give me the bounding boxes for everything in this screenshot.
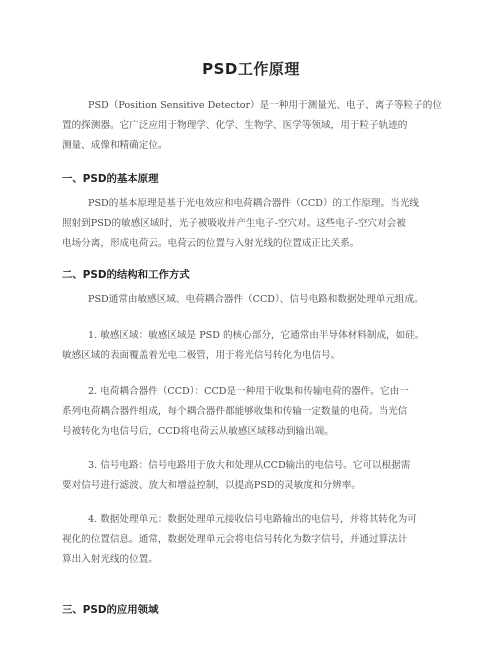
section-heading-applications: 三、PSD的应用领域 (62, 604, 159, 616)
list-item-ccd (62, 382, 462, 442)
basic-principle-paragraph (62, 194, 462, 254)
structure-intro-paragraph (62, 290, 462, 310)
intro-paragraph (62, 96, 462, 156)
paragraph-line: PSD通常由敏感区域、电荷耦合器件（CCD）、信号电路和数据处理单元组成。 (88, 294, 424, 305)
document-title: PSD工作原理 (202, 60, 300, 78)
paragraph-line: 电场分离，形成电荷云。电荷云的位置与入射光线的位置成正比关系。 (62, 238, 360, 249)
section-heading-basic-principle: 一、PSD的基本原理 (62, 173, 159, 185)
section-heading-structure: 二、PSD的结构和工作方式 (62, 269, 190, 281)
list-item-data-processing (62, 510, 462, 570)
intro-line: PSD（Position Sensitive Detector）是一种用于测量光、电子、离子等粒子的位 (88, 100, 442, 111)
intro-line: 置的探测器。它广泛应用于物理学、化学、生物学、医学等领域，用于粒子轨迹的 (62, 120, 408, 131)
paragraph-line: 视化的位置信息。通常，数据处理单元会将电信号转化为数字信号，并通过算法计 (62, 534, 408, 545)
paragraph-line: PSD的基本原理是基于光电效应和电荷耦合器件（CCD）的工作原理。当光线 (88, 198, 419, 209)
paragraph-line: 敏感区域的表面覆盖着光电二极管，用于将光信号转化为电信号。 (62, 350, 341, 361)
paragraph-line: 1. 敏感区域：敏感区域是 PSD 的核心部分，它通常由半导体材料制成，如硅。 (88, 330, 425, 341)
paragraph-line: 2. 电荷耦合器件（CCD）：CCD是一种用于收集和传输电荷的器件。它由一 (88, 386, 409, 397)
paragraph-line: 要对信号进行滤波、放大和增益控制，以提高PSD的灵敏度和分辨率。 (62, 480, 361, 491)
paragraph-line: 算出入射光线的位置。 (62, 554, 158, 565)
paragraph-line: 系列电荷耦合器件组成，每个耦合器件都能够收集和传输一定数量的电荷。当光信 (62, 406, 408, 417)
paragraph-line: 3. 信号电路：信号电路用于放大和处理从CCD输出的电信号。它可以根据需 (88, 460, 411, 471)
paragraph-line: 号被转化为电信号后，CCD将电荷云从敏感区域移动到输出端。 (62, 426, 334, 437)
list-item-sensitive-area (62, 326, 462, 366)
list-item-signal-circuit (62, 456, 462, 496)
paragraph-line: 4. 数据处理单元：数据处理单元接收信号电路输出的电信号，并将其转化为可 (88, 514, 417, 525)
paragraph-line: 照射到PSD的敏感区域时，光子被吸收并产生电子-空穴对。这些电子-空穴对会被 (62, 218, 406, 229)
intro-line: 测量、成像和精确定位。 (62, 140, 168, 151)
